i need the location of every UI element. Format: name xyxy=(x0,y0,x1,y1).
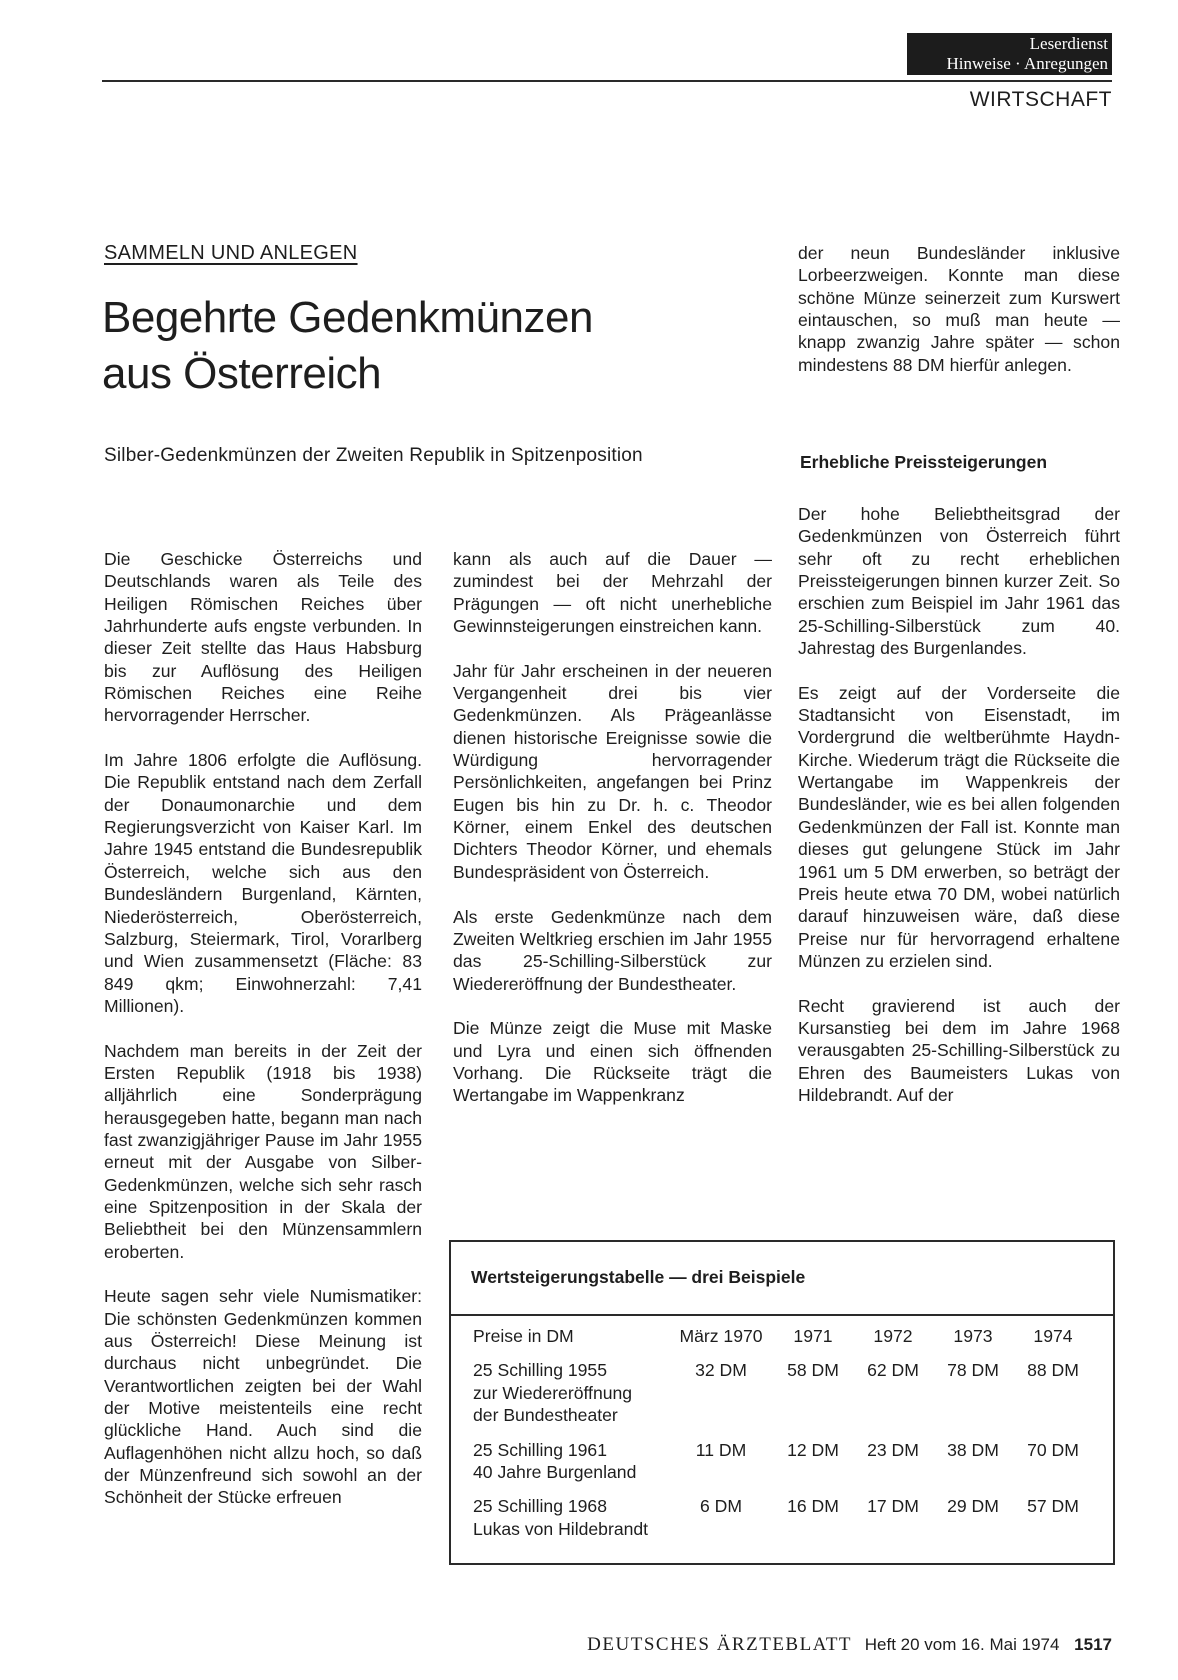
paragraph: Als erste Gedenkmünze nach dem Zweiten Weltkrieg erschien im Jahr 1955 das 25-Schilling-Silberstück zur Wiedereröffnung der Bundestheater. xyxy=(453,906,772,994)
badge-line-2: Hinweise · Anregungen xyxy=(946,54,1108,73)
table-cell: 32 DM xyxy=(695,1360,747,1381)
label-line: 25 Schilling 1968 xyxy=(473,1496,608,1517)
table-header-cell: 1972 xyxy=(873,1326,913,1346)
paragraph: Nachdem man bereits in der Zeit der Ersten Republik (1918 bis 1938) alljährlich eine Sonderprägung herausgegeben hatte, begann man nach fast zwanzigjähriger Pause im Jahr 1955 erneut mit der Ausgabe von Silber-Gedenkmünzen, welche sich sehr rasch eine Spitzenposition in der Skala der Beliebtheit bei den Münzensammlern eroberten. xyxy=(104,1040,422,1262)
section-label: WIRTSCHAFT xyxy=(969,88,1112,111)
paragraph: Die Münze zeigt die Muse mit Maske und Lyra und einen sich öffnenden Vorhang. Die Rückseite trägt die Wertangabe im Wappenkranz xyxy=(453,1018,772,1106)
page-number: 1517 xyxy=(1074,1635,1112,1654)
table-header-cell: 1971 xyxy=(793,1326,833,1346)
table-row-label xyxy=(473,1495,669,1540)
table-header-row xyxy=(473,1325,1099,1347)
badge-line-1: Leserdienst xyxy=(1029,34,1108,53)
table-cell: 58 DM xyxy=(787,1360,839,1381)
table-header-cell: 1973 xyxy=(953,1326,993,1346)
column-3-subheading: Erhebliche Preissteigerungen xyxy=(800,452,1048,472)
article-title xyxy=(102,290,593,402)
table-row xyxy=(473,1495,1099,1540)
table-header-cell: Preise in DM xyxy=(473,1326,574,1346)
issue-info: Heft 20 vom 16. Mai 1974 xyxy=(864,1635,1060,1654)
table-cell: 11 DM xyxy=(695,1439,747,1460)
table-cell: 70 DM xyxy=(1027,1439,1079,1460)
table-row-label xyxy=(473,1439,669,1484)
table-cell: 57 DM xyxy=(1027,1496,1079,1517)
table-header-cell: 1974 xyxy=(1033,1326,1073,1346)
label-line: 25 Schilling 1955 xyxy=(473,1360,608,1381)
reader-service-badge xyxy=(907,33,1112,75)
table-cell: 62 DM xyxy=(867,1360,919,1381)
label-line: zur Wiedereröffnung xyxy=(473,1382,633,1403)
table-row xyxy=(473,1439,1099,1484)
paragraph: Heute sagen sehr viele Numismatiker: Die schönsten Gedenkmünzen kommen aus Österreich! Diese Meinung ist durchaus nicht unbegründet. Die Verantwortlichen zeigten bei der Wahl der Motive meistenteils eine recht glückliche Hand. Auch sind die Auflagenhöhen nicht allzu hoch, so daß der Münzenfreund sich sowohl an der Schönheit der Stücke erfreuen xyxy=(104,1286,422,1508)
table-cell: 6 DM xyxy=(699,1496,743,1517)
paragraph: der neun Bundesländer inklusive Lorbeerzweigen. Konnte man diese schöne Münze seinerzeit zum Kurswert eintauschen, so muß man heute — knapp zwanzig Jahre später — schon mindestens 88 DM hierfür anlegen. xyxy=(798,243,1120,375)
table-cell: 78 DM xyxy=(947,1360,999,1381)
magazine-name: DEUTSCHES ÄRZTEBLATT xyxy=(587,1634,853,1655)
table-cell: 23 DM xyxy=(867,1439,919,1460)
table-row-label xyxy=(473,1359,669,1426)
table-cell: 12 DM xyxy=(787,1439,839,1460)
article-kicker: SAMMELN UND ANLEGEN xyxy=(104,242,358,264)
table-cell: 17 DM xyxy=(867,1496,919,1517)
label-line: Lukas von Hildebrandt xyxy=(473,1518,649,1539)
table-cell: 16 DM xyxy=(787,1496,839,1517)
column-3 xyxy=(798,503,1120,1129)
table-row xyxy=(473,1359,1099,1426)
table-cell: 88 DM xyxy=(1027,1360,1079,1381)
table-cell: 38 DM xyxy=(947,1439,999,1460)
paragraph: kann als auch auf die Dauer — zumindest bei der Mehrzahl der Prägungen — oft nicht unerhebliche Gewinnsteigerungen einstreichen kann. xyxy=(453,549,772,637)
page-footer xyxy=(587,1634,1112,1656)
table-title: Wertsteigerungstabelle — drei Beispiele xyxy=(471,1267,806,1287)
header-rule xyxy=(102,80,1112,82)
paragraph: Es zeigt auf der Vorderseite die Stadtansicht von Eisenstadt, im Vordergrund die weltberühmte Haydn-Kirche. Wiederum trägt die Rückseite die Wertangabe im Wappenkreis der Bundesländer, wie es bei allen folgenden Gedenkmünzen der Fall ist. Konnte man dieses gut gelungene Stück im Jahr 1961 um 5 DM erwerben, so beträgt der Preis heute etwa 70 DM, wobei natürlich darauf hinzuweisen wäre, daß diese Preise nur für hervorragend erhaltene Münzen zu erzielen sind. xyxy=(798,682,1120,971)
table-cell: 29 DM xyxy=(947,1496,999,1517)
column-1 xyxy=(104,548,422,1531)
title-line-1: Begehrte Gedenkmünzen xyxy=(102,293,593,342)
table-title-rule xyxy=(451,1314,1113,1316)
value-table xyxy=(473,1325,1099,1540)
paragraph: Die Geschicke Österreichs und Deutschlands waren als Teile des Heiligen Römischen Reiches über Jahrhunderte aufs engste verbunden. In dieser Zeit stellte das Haus Habsburg bis zur Auflösung des Heiligen Römischen Reiches eine Reihe hervorragender Herrscher. xyxy=(104,549,422,726)
value-table-box xyxy=(449,1240,1115,1565)
table-header-cell: März 1970 xyxy=(679,1326,763,1346)
label-line: der Bundestheater xyxy=(473,1405,618,1426)
title-line-2: aus Österreich xyxy=(102,349,382,398)
paragraph: Der hohe Beliebtheitsgrad der Gedenkmünzen von Österreich führt sehr oft zu recht erheblichen Preissteigerungen binnen kurzer Zeit. So erschien zum Beispiel im Jahr 1961 das 25-Schilling-Silberstück zum 40. Jahrestag des Burgenlandes. xyxy=(798,504,1120,659)
paragraph: Recht gravierend ist auch der Kursanstieg bei dem im Jahre 1968 verausgabten 25-Schilling-Silberstück zu Ehren des Baumeisters Lukas von Hildebrandt. Auf der xyxy=(798,995,1120,1105)
paragraph: Im Jahre 1806 erfolgte die Auflösung. Die Republik entstand nach dem Zerfall der Donaumonarchie und dem Regierungsverzicht von Kaiser Karl. Im Jahre 1945 entstand die Bundesrepublik Österreich, welche sich aus den Bundesländern Burgenland, Kärnten, Niederösterreich, Oberösterreich, Salzburg, Steiermark, Tirol, Vorarlberg und Wien zusammensetzt (Fläche: 83 849 qkm; Einwohnerzahl: 7,41 Millionen). xyxy=(104,750,422,1016)
article-subtitle: Silber-Gedenkmünzen der Zweiten Republik in Spitzenposition xyxy=(104,445,643,466)
column-2 xyxy=(453,548,772,1129)
column-3-top xyxy=(798,242,1120,376)
label-line: 25 Schilling 1961 xyxy=(473,1439,608,1460)
label-line: 40 Jahre Burgenland xyxy=(473,1462,637,1483)
paragraph: Jahr für Jahr erscheinen in der neueren Vergangenheit drei bis vier Gedenkmünzen. Als Prägeanlässe dienen historische Ereignisse sowie die Würdigung hervorragender Persönlichkeiten, angefangen bei Prinz Eugen bis hin zu Dr. h. c. Theodor Körner, einem Enkel des deutschen Dichters Theodor Körner, und ehemals Bundespräsident von Österreich. xyxy=(453,660,772,882)
